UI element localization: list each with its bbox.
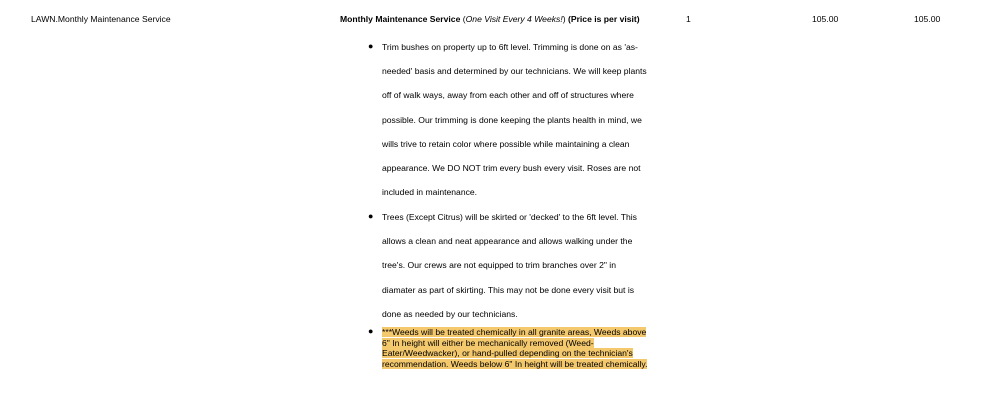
bullet-1-line: needed' basis and determined by our technicians. We will keep plants	[382, 66, 647, 76]
line-item-row	[0, 14, 1000, 28]
title-price-note: (Price is per visit)	[567, 14, 640, 24]
title-close-paren: )	[562, 14, 568, 24]
bullet-dot-icon: ●	[368, 326, 374, 336]
bullet-2-line: done as needed by our technicians.	[382, 309, 518, 319]
bullet-2-line: Trees (Except Citrus) will be skirted or 'decked' to the 6ft level. This	[382, 212, 637, 222]
bullet-3-line-highlighted: Eater/Weedwacker), or hand-pulled depending on the technician's	[382, 348, 633, 358]
quantity: 1	[686, 14, 691, 24]
bullet-1-line: appearance. We DO NOT trim every bush every visit. Roses are not	[382, 163, 641, 173]
bullet-2-line: tree's. Our crews are not equipped to trim branches over 2" in	[382, 260, 616, 270]
bullet-2-line: allows a clean and neat appearance and allows walking under the	[382, 236, 633, 246]
title-italic: One Visit Every 4 Weeks!	[465, 14, 563, 24]
bullet-dot-icon: ●	[368, 211, 374, 221]
bullet-1-line: Trim bushes on property up to 6ft level. Trimming is done on as 'as-	[382, 42, 638, 52]
title-bold: Monthly Maintenance Service	[340, 14, 461, 24]
bullet-3-line-highlighted: 6" In height will either be mechanically removed (Weed-	[382, 338, 594, 348]
item-code: LAWN.Monthly Maintenance Service	[31, 14, 171, 24]
bullet-2-line: diamater as part of skirting. This may not be done every visit but is	[382, 285, 635, 295]
bullet-1-line: possible. Our trimming is done keeping the plants health in mind, we	[382, 115, 642, 125]
bullet-3-line-highlighted: ***Weeds will be treated chemically in all granite areas, Weeds above	[382, 327, 647, 337]
bullet-1-line: off of walk ways, away from each other and off of structures where	[382, 90, 634, 100]
bullet-1-line: wills trive to retain color where possible while maintaining a clean	[382, 139, 630, 149]
title-open-paren: (	[460, 14, 466, 24]
rate: 105.00	[812, 14, 839, 24]
bullet-3-line-highlighted: recommendation. Weeds below 6" In height will be treated chemically.	[382, 359, 648, 369]
description-title	[340, 14, 640, 24]
bullet-dot-icon: ●	[368, 41, 374, 51]
bullet-1-line: included in maintenance.	[382, 187, 478, 197]
amount: 105.00	[914, 14, 941, 24]
